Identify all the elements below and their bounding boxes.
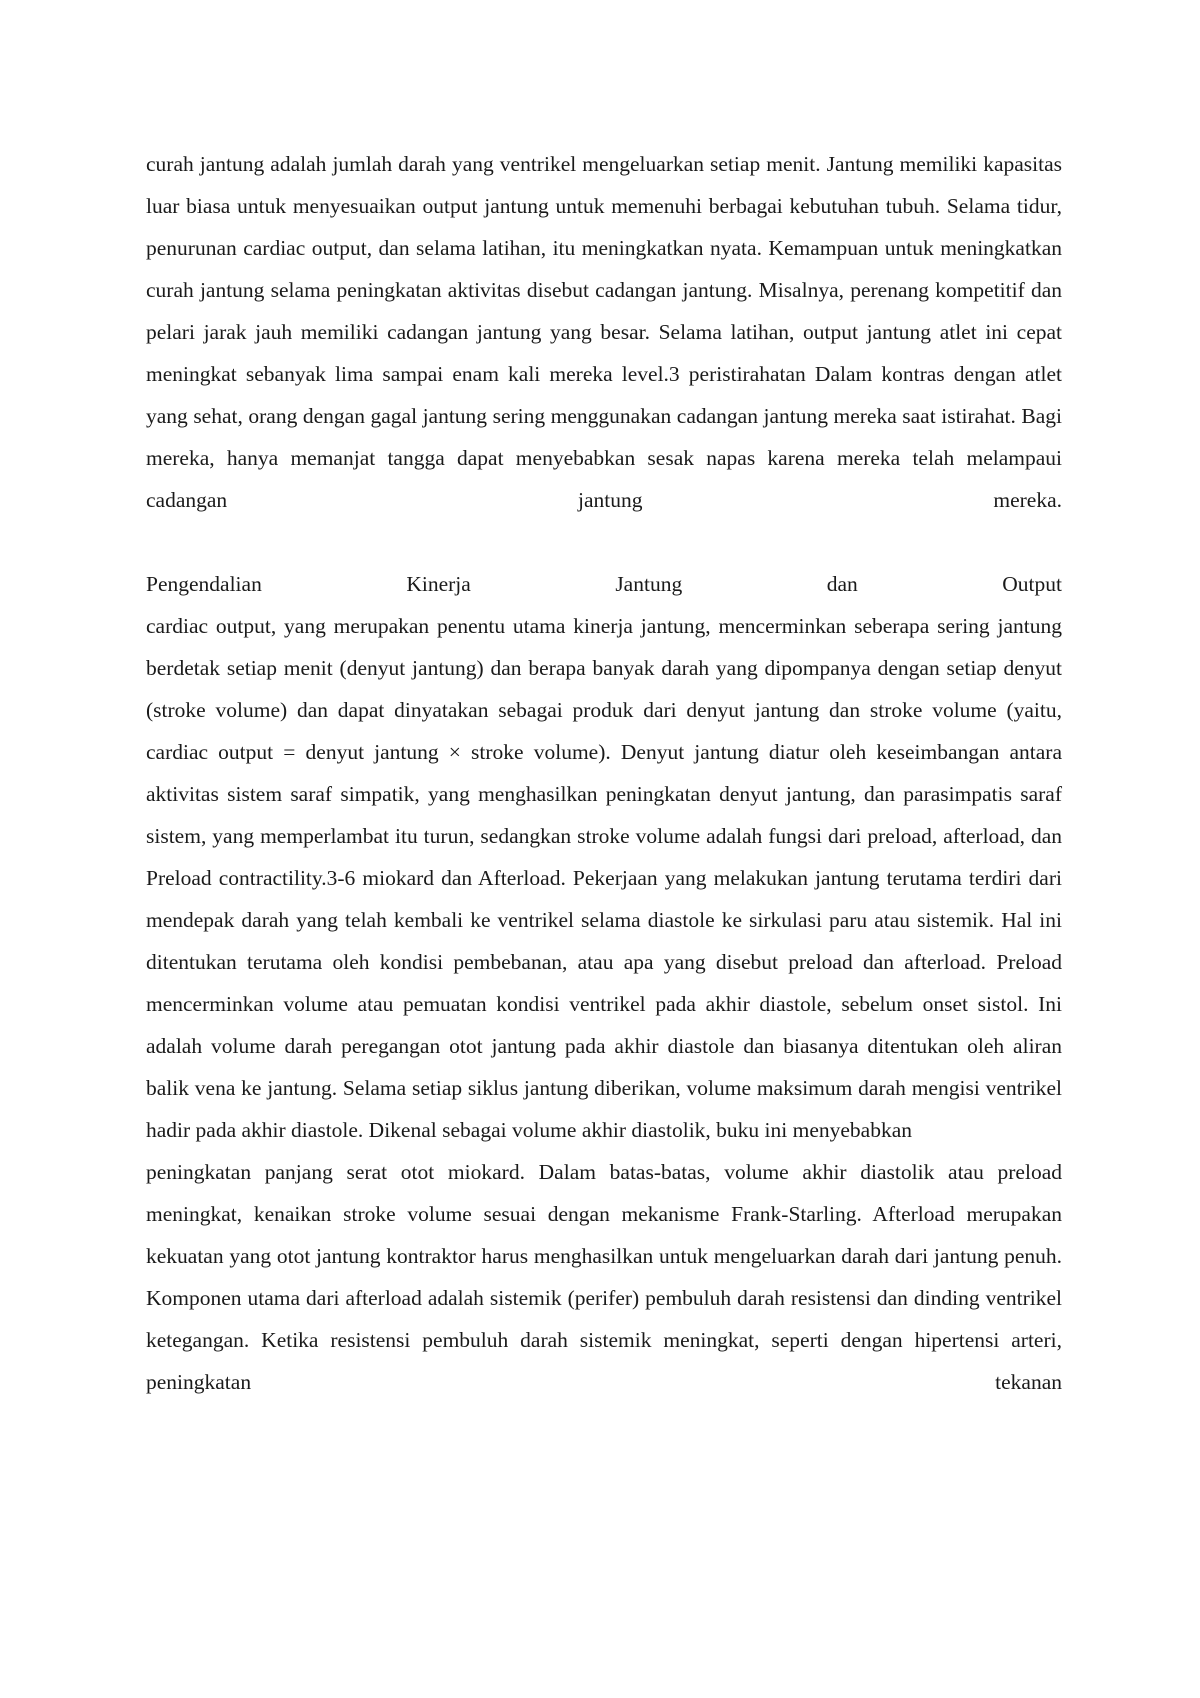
section-heading: Pengendalian Kinerja Jantung dan Output xyxy=(146,572,1062,596)
paragraph-cardiac-output-intro: curah jantung adalah jumlah darah yang ventrikel mengeluarkan setiap menit. Jantung memiliki kapasitas luar biasa untuk menyesuaikan output jantung untuk memenuhi berbagai kebutuhan tubuh. Selama tidur, penurunan cardiac output, dan selama latihan, itu meningkatkan nyata. Kemampuan untuk meningkatkan curah jantung selama peningkatan aktivitas disebut cadangan jantung. Misalnya, perenang kompetitif dan pelari jarak jauh memiliki cadangan jantung yang besar. Selama latihan, output jantung atlet ini cepat meningkat sebanyak lima sampai enam kali mereka level.3 peristirahatan Dalam kontras dengan atlet yang sehat, orang dengan gagal jantung sering menggunakan cadangan jantung mereka saat istirahat. Bagi mereka, hanya memanjat tangga dapat menyebabkan sesak napas karena mereka telah melampaui cadangan jantung mereka. xyxy=(146,152,1062,512)
paragraph-preload-afterload: peningkatan panjang serat otot miokard. Dalam batas-batas, volume akhir diastolik atau preload meningkat, kenaikan stroke volume sesuai dengan mekanisme Frank-Starling. Afterload merupakan kekuatan yang otot jantung kontraktor harus menghasilkan untuk mengeluarkan darah dari jantung penuh. Komponen utama dari afterload adalah sistemik (perifer) pembuluh darah resistensi dan dinding ventrikel ketegangan. Ketika resistensi pembuluh darah sistemik meningkat, seperti dengan hipertensi arteri, peningkatan tekanan xyxy=(146,1160,1062,1394)
paragraph-spacer xyxy=(146,521,1062,563)
paragraph-control-of-cardiac-performance: cardiac output, yang merupakan penentu utama kinerja jantung, mencerminkan seberapa sering jantung berdetak setiap menit (denyut jantung) dan berapa banyak darah yang dipompanya dengan setiap denyut (stroke volume) dan dapat dinyatakan sebagai produk dari denyut jantung dan stroke volume (yaitu, cardiac output = denyut jantung × stroke volume). Denyut jantung diatur oleh keseimbangan antara aktivitas sistem saraf simpatik, yang menghasilkan peningkatan denyut jantung, dan parasimpatis saraf sistem, yang memperlambat itu turun, sedangkan stroke volume adalah fungsi dari preload, afterload, dan Preload contractility.3-6 miokard dan Afterload. Pekerjaan yang melakukan jantung terutama terdiri dari mendepak darah yang telah kembali ke ventrikel selama diastole ke sirkulasi paru atau sistemik. Hal ini ditentukan terutama oleh kondisi pembebanan, atau apa yang disebut preload dan afterload. Preload mencerminkan volume atau pemuatan kondisi ventrikel pada akhir diastole, sebelum onset sistol. Ini adalah volume darah peregangan otot jantung pada akhir diastole dan biasanya ditentukan oleh aliran balik vena ke jantung. Selama setiap siklus jantung diberikan, volume maksimum darah mengisi ventrikel hadir pada akhir diastole. Dikenal sebagai volume akhir diastolik, buku ini menyebabkan xyxy=(146,614,1062,1142)
document-body xyxy=(146,143,1062,1403)
